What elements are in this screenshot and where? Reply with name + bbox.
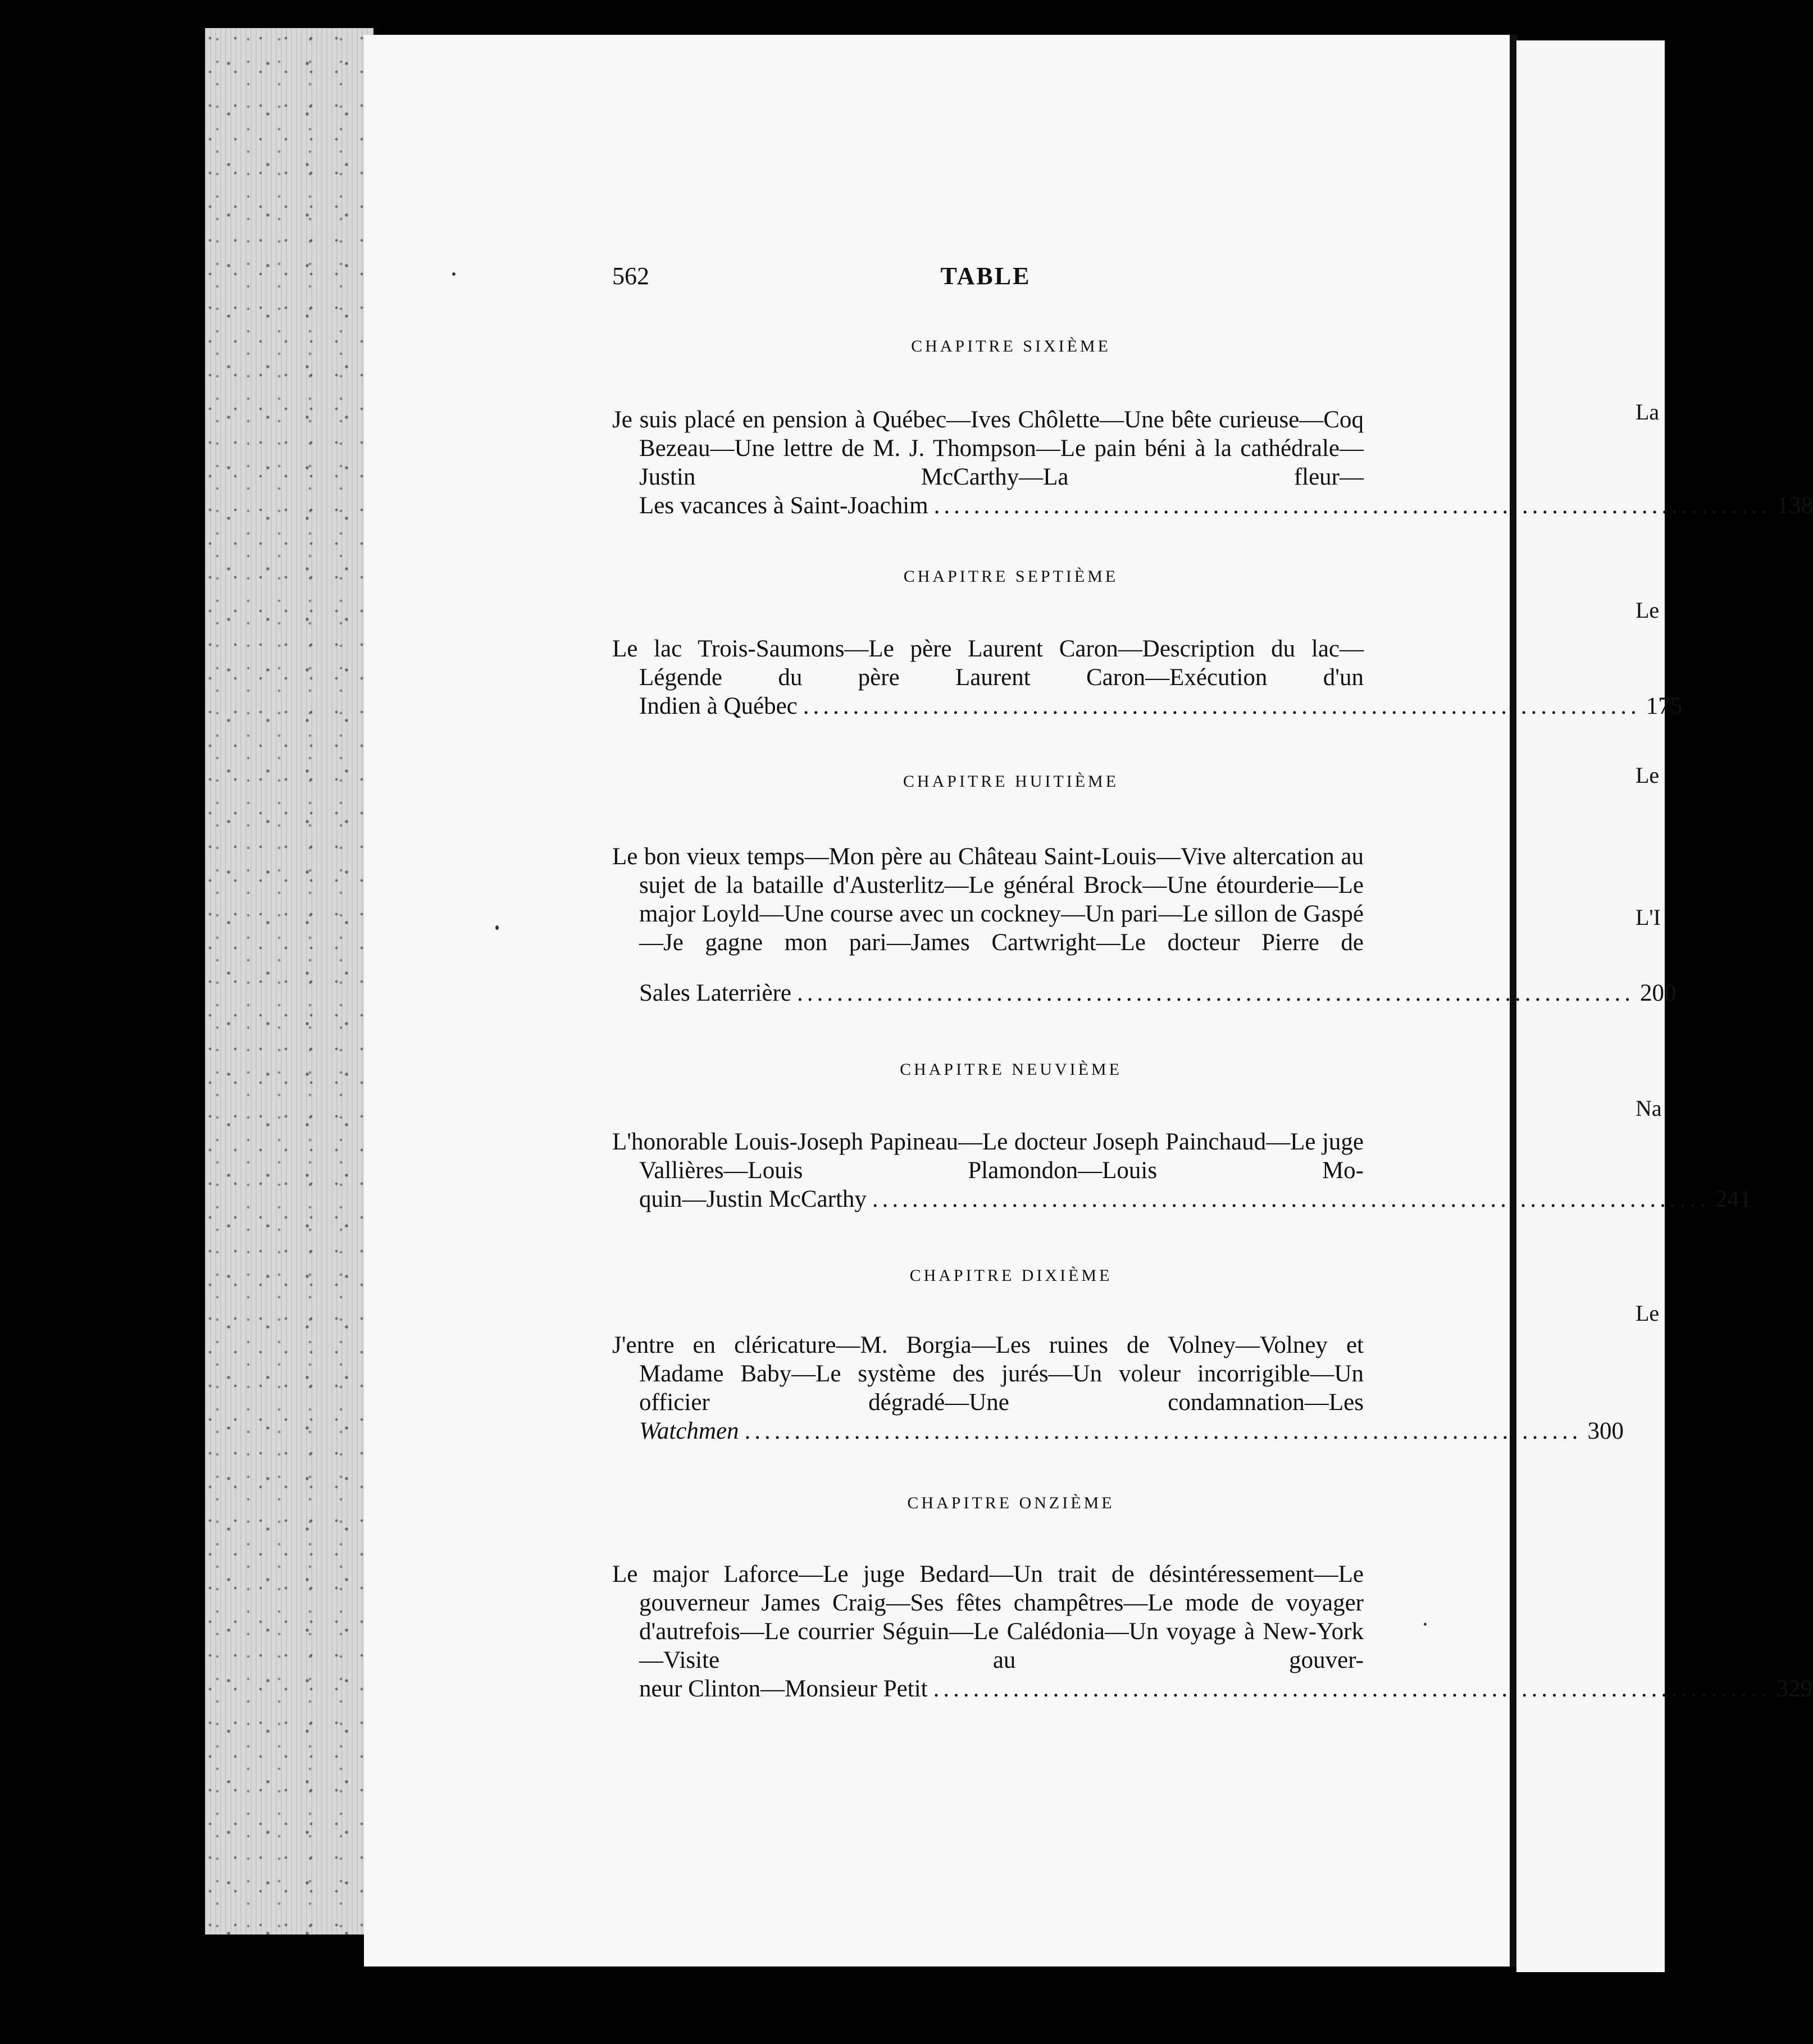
chapter-summary-end: Sales Laterrière — [639, 980, 791, 1006]
dot-leader: .................................................................................... — [933, 492, 1771, 519]
dot-leader: .................................................................................... — [796, 980, 1634, 1006]
facing-page-fragment: La — [1636, 399, 1660, 425]
page-reference: 175 — [1646, 693, 1683, 719]
chapter-summary-end: quin—Justin McCarthy — [639, 1186, 867, 1212]
page-reference: 200 — [1639, 980, 1677, 1006]
chapter-summary-end: Les vacances à Saint-Joachim — [639, 492, 928, 519]
page-reference: 138 — [1776, 492, 1813, 519]
chapter-heading: CHAPITRE SEPTIÈME — [903, 567, 1119, 586]
toc-entry-last-line — [639, 979, 1677, 1007]
chapter-heading: CHAPITRE SIXIÈME — [911, 337, 1111, 355]
chapter-heading: CHAPITRE HUITIÈME — [903, 772, 1119, 791]
toc-entry-last-line — [639, 491, 1813, 520]
page-reference: 300 — [1587, 1418, 1624, 1444]
facing-page-fragment: L'I — [1636, 905, 1661, 930]
chapter-summary: Le major Laforce—Le juge Bedard—Un trait de désintéressement—Le gouverneur James Craig—Ses fêtes champêtres—Le mode de voyager d'autrefois—Le courrier Séguin—Le Calédonia—Un voyage à New-York—Visite au gouver- — [612, 1561, 1364, 1673]
chapter-heading: CHAPITRE DIXIÈME — [909, 1266, 1113, 1285]
toc-entry-last-line — [639, 1417, 1624, 1445]
toc-entry-last-line — [639, 1675, 1813, 1703]
dot-leader: .................................................................................... — [872, 1186, 1710, 1212]
page-title: TABLE — [940, 262, 1031, 290]
scan-speck — [452, 272, 455, 276]
facing-page-fragment: Le — [1636, 1301, 1660, 1326]
facing-page-fragment: Le — [1636, 763, 1660, 788]
chapter-summary: L'honorable Louis-Joseph Papineau—Le docteur Joseph Painchaud—Le juge Vallières—Louis Plamondon—Louis Mo- — [612, 1129, 1364, 1184]
chapter-summary-end: Watchmen — [639, 1418, 739, 1444]
chapter-summary: J'entre en cléricature—M. Borgia—Les ruines de Volney—Volney et Madame Baby—Le système des jurés—Un voleur incorrigible—Un officier dégradé—Une condamnation—Les — [612, 1332, 1364, 1416]
chapter-heading: CHAPITRE ONZIÈME — [907, 1494, 1115, 1512]
page-reference: 329 — [1776, 1676, 1813, 1702]
scan-speck — [1424, 1623, 1427, 1626]
scan-speck — [495, 925, 499, 930]
dot-leader: .................................................................................... — [803, 693, 1641, 719]
chapter-summary-end: Indien à Québec — [639, 693, 798, 719]
facing-page-fragment: Le — [1636, 597, 1660, 623]
chapter-summary: Je suis placé en pension à Québec—Ives Chôlette—Une bête curieuse—Coq Bezeau—Une lettre de M. J. Thompson—Le pain béni à la cathédrale—Justin McCarthy—La fleur— — [612, 407, 1364, 490]
book-page-edges — [205, 28, 373, 1934]
chapter-summary: Le lac Trois-Saumons—Le père Laurent Caron—Description du lac—Légende du père Laurent Caron—Exécution d'un — [612, 636, 1364, 691]
toc-entry-last-line — [639, 1185, 1752, 1213]
page-number: 562 — [612, 262, 649, 290]
toc-entry-last-line — [639, 692, 1683, 720]
chapter-heading: CHAPITRE NEUVIÈME — [900, 1060, 1122, 1079]
page-header — [612, 262, 1359, 295]
page-reference: 241 — [1715, 1186, 1752, 1212]
dot-leader: .................................................................................... — [744, 1418, 1582, 1444]
chapter-summary: Le bon vieux temps—Mon père au Château Saint-Louis—Vive altercation au sujet de la bataille d'Austerlitz—Le général Brock—Une étourderie—Le major Loyld—Une course avec un cockney—Un pari—Le sillon de Gaspé—Je gagne mon pari—James Cartwright—Le docteur Pierre de — [612, 843, 1364, 956]
facing-page-fragment: Na — [1636, 1096, 1662, 1121]
chapter-summary-end: neur Clinton—Monsieur Petit — [639, 1676, 928, 1702]
dot-leader: .................................................................................... — [933, 1676, 1771, 1702]
